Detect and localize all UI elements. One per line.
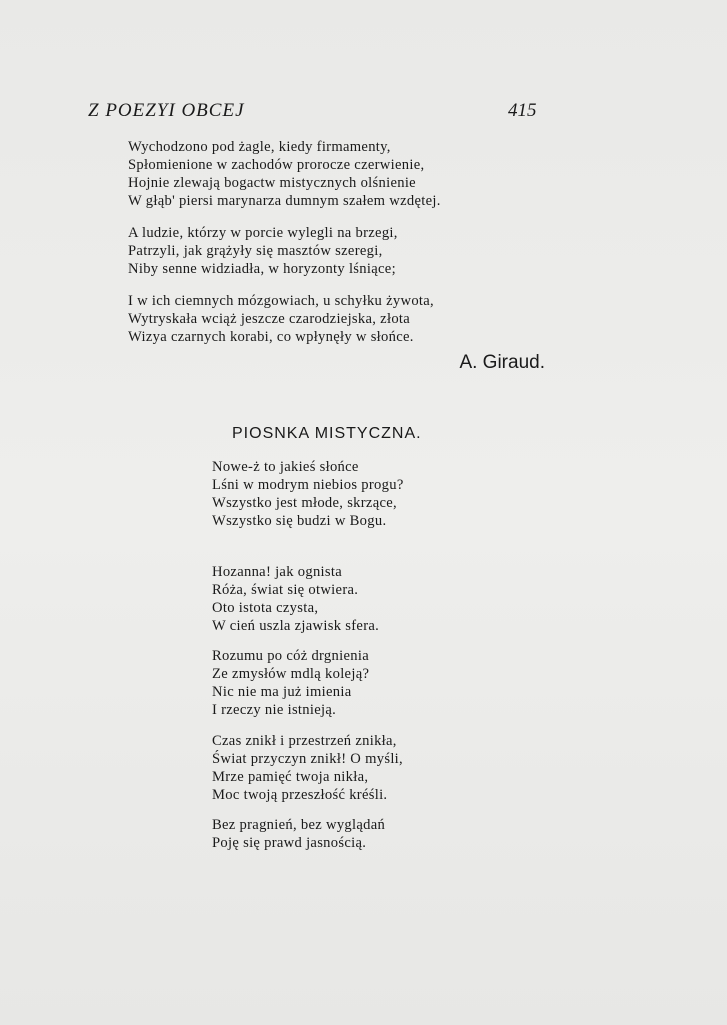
author-signature: A. Giraud. bbox=[459, 352, 545, 373]
poem-title: PIOSNKA MISTYCZNA. bbox=[232, 425, 422, 442]
stanza bbox=[212, 816, 385, 852]
verse-line: Bez pragnień, bez wyglądań bbox=[212, 817, 386, 833]
verse-line: W głąb' piersi marynarza dumnym szałem wzdętej. bbox=[128, 193, 441, 209]
verse-line: Wytryskała wciąż jeszcze czarodziejska, złota bbox=[128, 311, 411, 327]
verse-line: Wizya czarnych korabi, co wpłynęły w słońce. bbox=[128, 329, 414, 345]
page-number: 415 bbox=[508, 100, 537, 121]
verse-line: Oto istota czysta, bbox=[212, 600, 319, 616]
verse-line: Nic nie ma już imienia bbox=[212, 684, 352, 700]
verse-line: Czas znikł i przestrzeń znikła, bbox=[212, 733, 397, 749]
stanza bbox=[212, 732, 403, 804]
verse-line: Mrze pamięć twoja nikła, bbox=[212, 769, 369, 785]
verse-line: Róża, świat się otwiera. bbox=[212, 582, 359, 598]
stanza bbox=[128, 138, 441, 210]
verse-line: Hozanna! jak ognista bbox=[212, 564, 343, 580]
verse-line: Wychodzono pod żagle, kiedy firmamenty, bbox=[128, 139, 391, 155]
verse-line: Hojnie zlewają bogactw mistycznych olśnienie bbox=[128, 175, 416, 191]
verse-line: Rozumu po cóż drgnienia bbox=[212, 648, 369, 664]
stanza bbox=[212, 458, 404, 530]
verse-line: Patrzyli, jak grążyły się masztów szeregi, bbox=[128, 243, 383, 259]
stanza bbox=[128, 292, 434, 346]
verse-line: A ludzie, którzy w porcie wylegli na brzegi, bbox=[128, 225, 398, 241]
running-header: Z POEZYI OBCEJ bbox=[88, 100, 245, 121]
verse-line: Ze zmysłów mdlą koleją? bbox=[212, 666, 370, 682]
verse-line: Nowe-ż to jakieś słońce bbox=[212, 459, 359, 475]
stanza bbox=[128, 224, 398, 278]
verse-line: Świat przyczyn znikł! O myśli, bbox=[212, 751, 403, 767]
verse-line: Spłomienione w zachodów prorocze czerwienie, bbox=[128, 157, 425, 173]
verse-line: I rzeczy nie istnieją. bbox=[212, 702, 337, 718]
stanza bbox=[212, 563, 379, 635]
stanza bbox=[212, 647, 369, 719]
verse-line: Niby senne widziadła, w horyzonty lśniące; bbox=[128, 261, 396, 277]
verse-line: Wszystko się budzi w Bogu. bbox=[212, 513, 387, 529]
verse-line: Wszystko jest młode, skrzące, bbox=[212, 495, 397, 511]
verse-line: Poję się prawd jasnością. bbox=[212, 835, 367, 851]
verse-line: W cień uszla zjawisk sfera. bbox=[212, 618, 380, 634]
verse-line: I w ich ciemnych mózgowiach, u schyłku żywota, bbox=[128, 293, 434, 309]
verse-line: Moc twoją przeszłość kréśli. bbox=[212, 787, 388, 803]
verse-line: Lśni w modrym niebios progu? bbox=[212, 477, 404, 493]
